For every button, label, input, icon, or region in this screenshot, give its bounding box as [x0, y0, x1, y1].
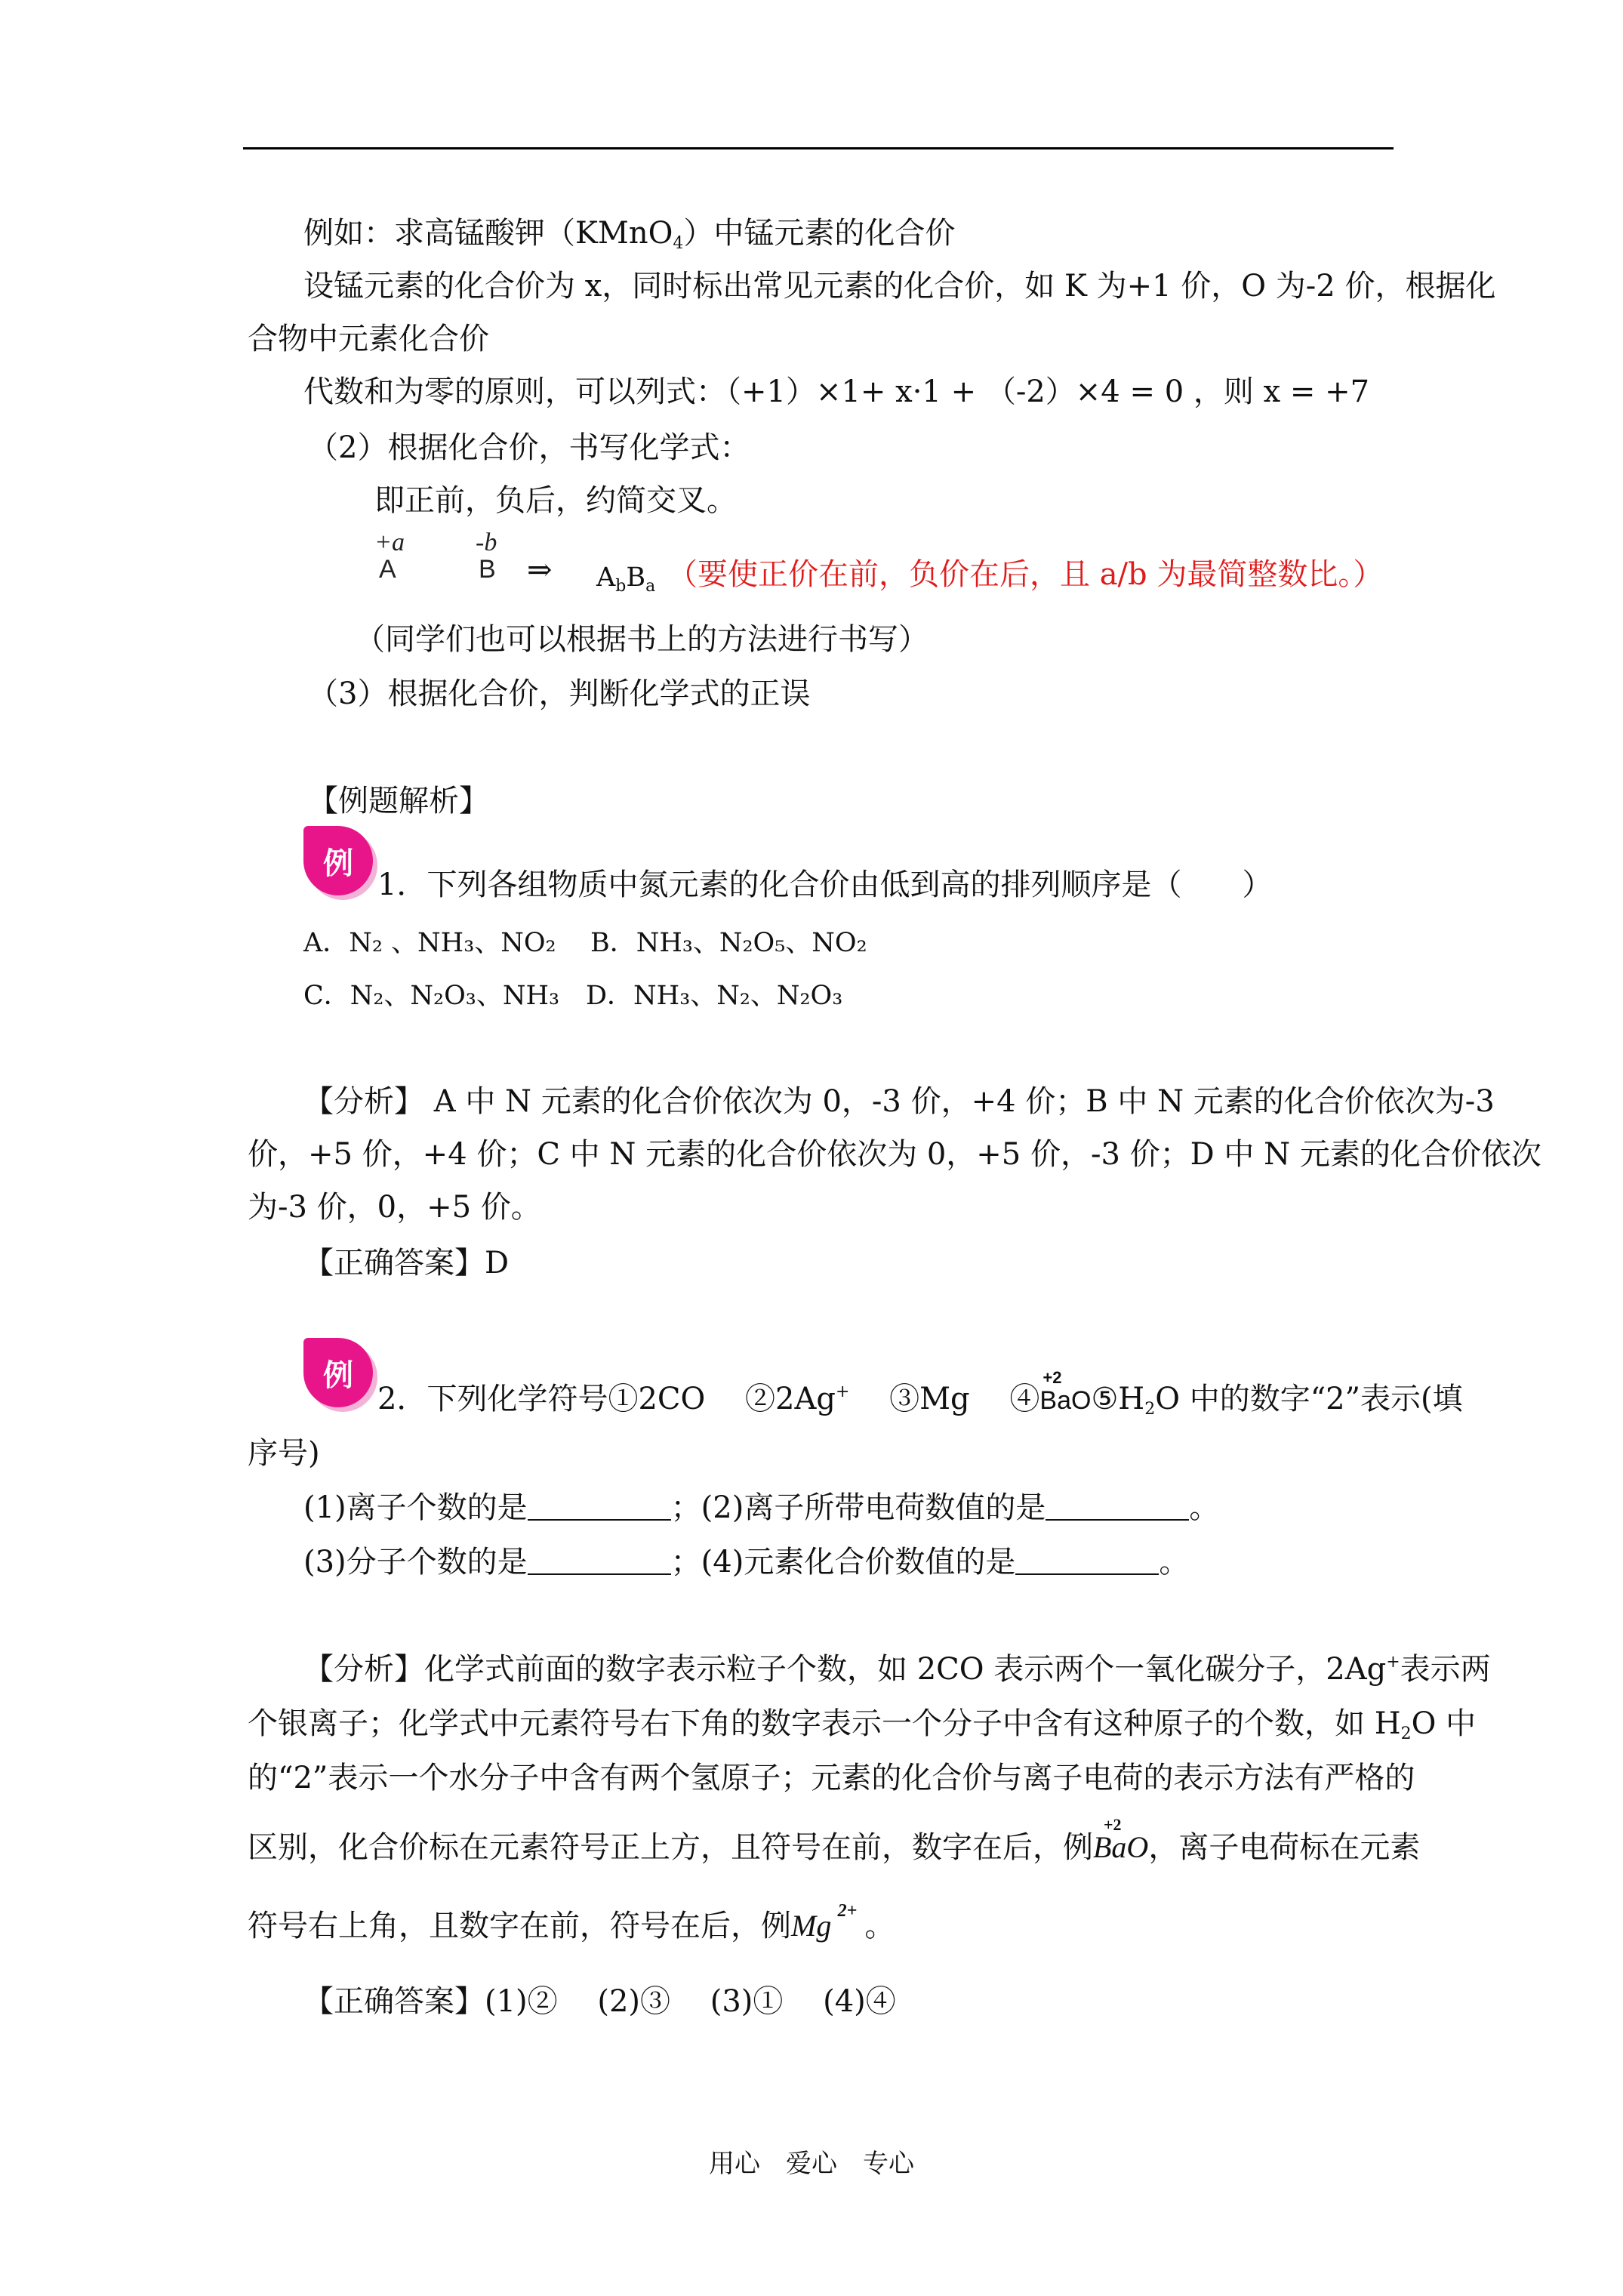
example-badge-icon: 例 [303, 1338, 373, 1407]
q1-analysis-2: 价，+5 价，+4 价；C 中 N 元素的化合价依次为 0，+5 价，-3 价；D 中 N 元素的化合价依次 [248, 1137, 1541, 1172]
header-rule [243, 147, 1394, 149]
section-title: 【例题解析】 [308, 784, 489, 818]
example-badge-icon: 例 [303, 826, 373, 895]
q1-analysis-1: 【分析】 A 中 N 元素的化合价依次为 0，-3 价，+4 价；B 中 N 元素的化合价依次为-3 [303, 1084, 1495, 1119]
example-line-1: 例如：求高锰酸钾（KMnO$_4$）中锰元素的化合价 [303, 216, 956, 253]
q2-analysis-5: 符号右上角，且数字在前，符号在后，例Mg 2+ 。 [248, 1901, 895, 1943]
b-valence: -b [476, 529, 497, 556]
q2-analysis-4: 区别，化合价标在元素符号正上方，且符号在前，数字在后，例 +2 BaO，离子电荷标在元素 [248, 1815, 1421, 1865]
rule2-book: （同学们也可以根据书上的方法进行书写） [355, 622, 929, 657]
bao-valence-example: +2 BaO [1093, 1815, 1149, 1864]
answer-blank-3[interactable] [528, 1548, 671, 1575]
example-line-3: 合物中元素化合价 [248, 322, 489, 356]
result-formula: $A_bB_a$ [596, 562, 656, 596]
q1-option-a: A．N₂ 、NH₃、NO₂ [303, 928, 556, 958]
rule2-note: （要使正价在前，负价在后，且 a/b 为最简整数比。） [667, 557, 1384, 592]
example-line-4: 代数和为零的原则，可以列式：（+1）×1+ x·1 + （-2）×4 = 0 ，则 x = +7 [303, 374, 1370, 409]
q2-part-1: (1)离子个数的是 ；(2)离子所带电荷数值的是 。 [303, 1490, 1220, 1525]
q2-stem-2: 序号) [248, 1436, 320, 1471]
q2-analysis-3: 的“2”表示一个水分子中含有两个氢原子；元素的化合价与离子电荷的表示方法有严格的 [248, 1761, 1415, 1795]
answer-blank-2[interactable] [1046, 1493, 1189, 1521]
q1-option-b: B．NH₃、N₂O₅、NO₂ [590, 928, 867, 958]
q1-answer: 【正确答案】D [303, 1246, 510, 1281]
a-symbol: A [379, 555, 396, 584]
q1-stem: 1．下列各组物质中氮元素的化合价由低到高的排列顺序是（ ） [377, 868, 1273, 902]
q1-option-d: D．NH₃、N₂、N₂O₃ [586, 981, 843, 1011]
answer-blank-1[interactable] [528, 1493, 671, 1521]
rule3-title: （3）根据化合价，判断化学式的正误 [308, 676, 811, 711]
q2-answer: 【正确答案】(1)② (2)③ (3)① (4)④ [303, 1984, 896, 2019]
rule2-tip: 即正前，负后，约简交叉。 [374, 483, 737, 518]
page-footer: 用心 爱心 专心 [709, 2149, 914, 2179]
q2-part-2: (3)分子个数的是 ；(4)元素化合价数值的是 。 [303, 1545, 1190, 1579]
example-line-2: 设锰元素的化合价为 x，同时标出常见元素的化合价，如 K 为+1 价，O 为-2 价，根据化 [303, 269, 1496, 304]
q1-analysis-3: 为-3 价，0，+5 价。 [248, 1190, 541, 1225]
arrow-icon: ⇒ [527, 553, 553, 587]
bao-valence-formula: +2 BaO [1039, 1368, 1092, 1415]
mg-ion-example: Mg 2+ [791, 1901, 858, 1943]
a-valence: +a [374, 529, 405, 556]
q2-analysis-2: 个银离子；化学式中元素符号右下角的数字表示一个分子中含有这种原子的个数，如 $H_2O$ 中 [248, 1706, 1477, 1743]
rule2-title: （2）根据化合价，书写化学式： [308, 430, 750, 465]
q1-option-c: C．N₂、N₂O₃、NH₃ [303, 981, 559, 1011]
q2-stem: 2．下列化学符号①2CO ②2Ag+ ③Mg ④ +2 $BaO⑤H_2O$ 中的数字“2”表示(填 [377, 1368, 1463, 1419]
answer-blank-4[interactable] [1015, 1548, 1159, 1575]
q2-analysis-1: 【分析】化学式前面的数字表示粒子个数，如 2CO 表示两个一氧化碳分子，2Ag+表示两 [303, 1652, 1491, 1687]
b-symbol: B [479, 555, 496, 584]
